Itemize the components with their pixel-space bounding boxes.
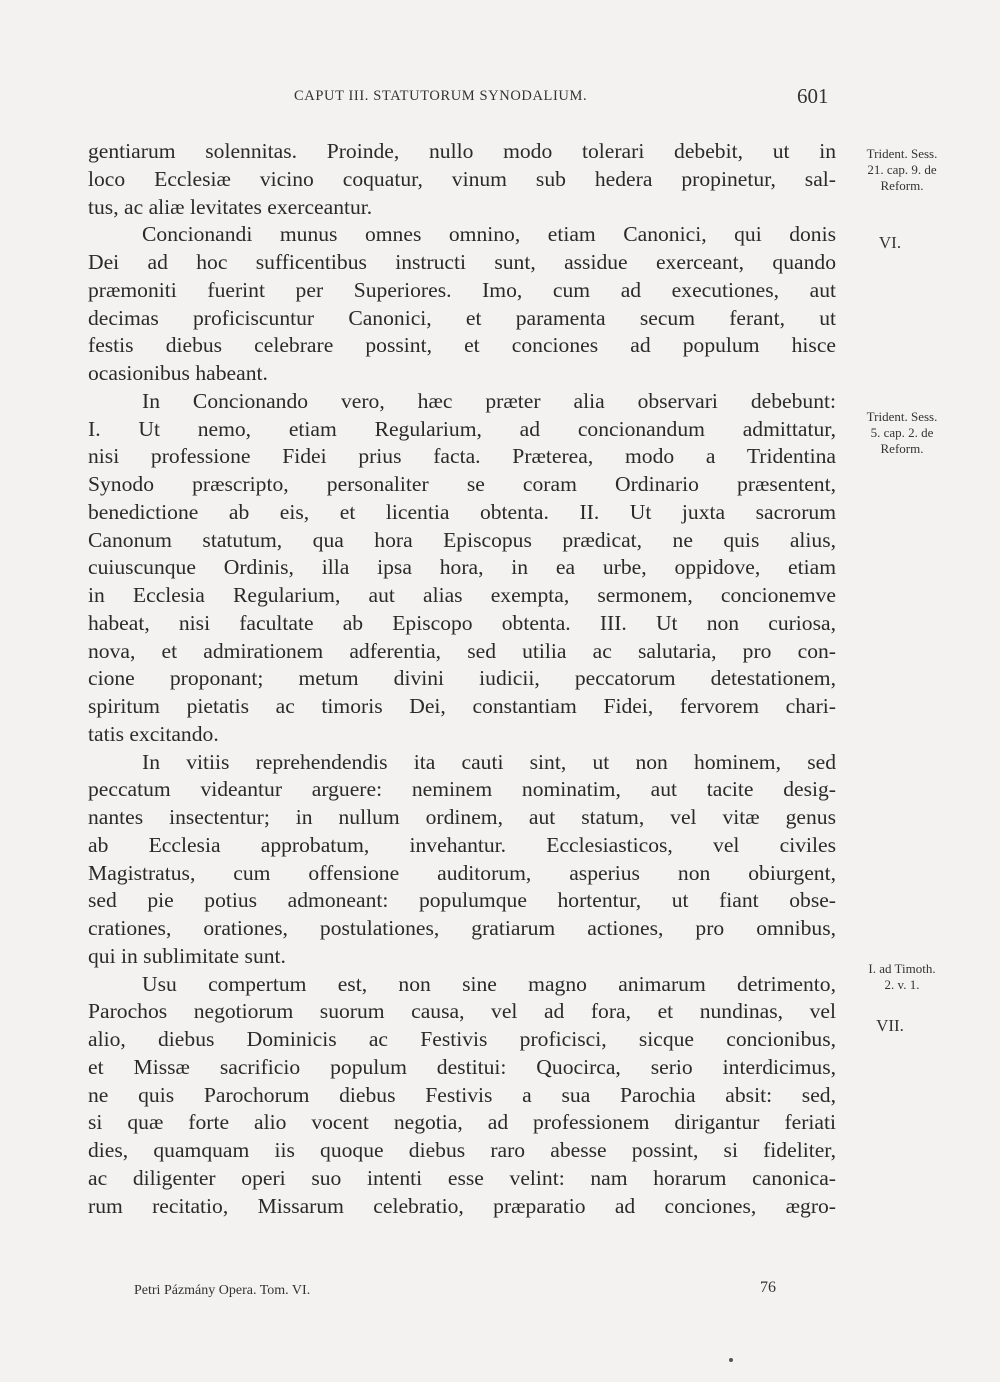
page-header xyxy=(0,84,1000,112)
text-line: qui in sublimitate sunt. xyxy=(88,943,286,968)
ink-speck xyxy=(729,1358,733,1362)
text-line: Synodo præscripto, personaliter se coram Ordinario præsentent, xyxy=(88,472,836,496)
text-line: festis diebus celebrare possint, et conciones ad populum hisce xyxy=(88,333,836,358)
footer-series-title: Petri Pázmány Opera. Tom. VI. xyxy=(134,1283,311,1298)
margin-note-line: I. ad Timoth. xyxy=(868,961,936,976)
margin-note-line: Trident. Sess. xyxy=(866,146,938,161)
text-line: Concionandi munus omnes omnino, etiam Canonici, qui donis xyxy=(142,222,836,247)
text-line: nantes insectentur; in nullum ordinem, aut statum, vel vitæ genus xyxy=(88,805,836,829)
text-line: ocasionibus habeant. xyxy=(88,361,268,385)
body-text xyxy=(88,138,836,1220)
text-line: crationes, orationes, postulationes, gratiarum actiones, pro omnibus, xyxy=(88,916,836,940)
text-line: ne quis Parochorum diebus Festivis a sua Parochia absit: sed, xyxy=(88,1082,836,1107)
text-line: loco Ecclesiæ vicino coquatur, vinum sub hedera propinetur, sal- xyxy=(88,166,836,191)
text-line: Usu compertum est, non sine magno animarum detrimento, xyxy=(142,971,836,996)
text-line: tus, ac aliæ levitates exerceantur. xyxy=(88,194,373,219)
text-line: præmoniti fuerint per Superiores. Imo, cum ad executiones, aut xyxy=(88,277,836,302)
margin-note-reference xyxy=(838,146,966,194)
margin-note-line: Reform. xyxy=(880,441,924,456)
text-line: Parochos negotiorum suorum causa, vel ad fora, et nundinas, vel xyxy=(88,999,836,1024)
text-line: ac diligenter operi suo intenti esse velint: nam horarum canonica- xyxy=(88,1165,836,1190)
text-line: decimas proficiscuntur Canonici, et paramenta secum ferant, ut xyxy=(88,305,836,330)
text-line: cione proponant; metum divini iudicii, peccatorum detestationem, xyxy=(88,666,836,691)
text-line: benedictione ab eis, et licentia obtenta. II. Ut juxta sacrorum xyxy=(88,499,836,524)
text-line: Canonum statutum, qua hora Episcopus prædicat, ne quis alius, xyxy=(88,527,836,552)
text-line: Dei ad hoc sufficentibus instructi sunt, assidue exerceant, quando xyxy=(88,250,836,274)
section-number: VII. xyxy=(876,1016,904,1035)
text-line: habeat, nisi facultate ab Episcopo obtenta. III. Ut non curiosa, xyxy=(88,610,836,635)
section-number: VI. xyxy=(878,233,902,252)
text-line: si quæ forte alio vocent negotia, ad professionem dirigantur feriati xyxy=(88,1110,836,1135)
text-line: rum recitatio, Missarum celebratio, præparatio ad conciones, ægro- xyxy=(88,1193,836,1218)
text-line: nova, et admirationem adferentia, sed utilia ac salutaria, pro con- xyxy=(88,638,836,663)
text-line: nisi professione Fidei prius facta. Præterea, modo a Tridentina xyxy=(88,444,836,469)
text-line: et Missæ sacrificio populum destitui: Quocirca, serio interdicimus, xyxy=(88,1054,836,1079)
text-line: tatis excitando. xyxy=(88,721,219,746)
text-line: spiritum pietatis ac timoris Dei, constantiam Fidei, fervorem chari- xyxy=(88,694,836,718)
margin-note-line: Trident. Sess. xyxy=(866,409,938,424)
text-line: dies, quamquam iis quoque diebus raro abesse possint, si fideliter, xyxy=(88,1138,836,1162)
running-title: CAPUT III. STATUTORUM SYNODALIUM. xyxy=(294,88,588,104)
text-line: I. Ut nemo, etiam Regularium, ad concionandum admittatur, xyxy=(88,416,836,441)
text-line: Magistratus, cum offensione auditorum, asperius non obiurgent, xyxy=(88,860,836,885)
margin-note-line: 5. cap. 2. de xyxy=(870,425,934,440)
text-line: sed pie potius admoneant: populumque hortentur, ut fiant obse- xyxy=(88,888,836,913)
text-line: peccatum videantur arguere: neminem nominatim, aut tacite desig- xyxy=(88,777,836,802)
margin-note-reference xyxy=(838,961,966,993)
page-number: 601 xyxy=(797,84,829,108)
text-line: In Concionando vero, hæc præter alia observari debebunt: xyxy=(142,388,836,413)
margin-note-line: Reform. xyxy=(880,178,924,193)
footer-signature-mark: 76 xyxy=(760,1279,776,1296)
margin-note-line: 2. v. 1. xyxy=(884,977,920,992)
text-line: in Ecclesia Regularium, aut alias exempta, sermonem, concionemve xyxy=(88,583,836,607)
margin-note-reference xyxy=(838,409,966,457)
margin-note-line: 21. cap. 9. de xyxy=(867,162,937,177)
text-line: alio, diebus Dominicis ac Festivis proficisci, sicque concionibus, xyxy=(88,1027,836,1051)
text-line: cuiuscunque Ordinis, illa ipsa hora, in ea urbe, oppidove, etiam xyxy=(88,555,836,580)
text-line: ab Ecclesia approbatum, invehantur. Ecclesiasticos, vel civiles xyxy=(88,832,836,857)
text-line: gentiarum solennitas. Proinde, nullo modo tolerari debebit, ut in xyxy=(88,139,836,163)
text-line: In vitiis reprehendendis ita cauti sint, ut non hominem, sed xyxy=(142,749,836,774)
